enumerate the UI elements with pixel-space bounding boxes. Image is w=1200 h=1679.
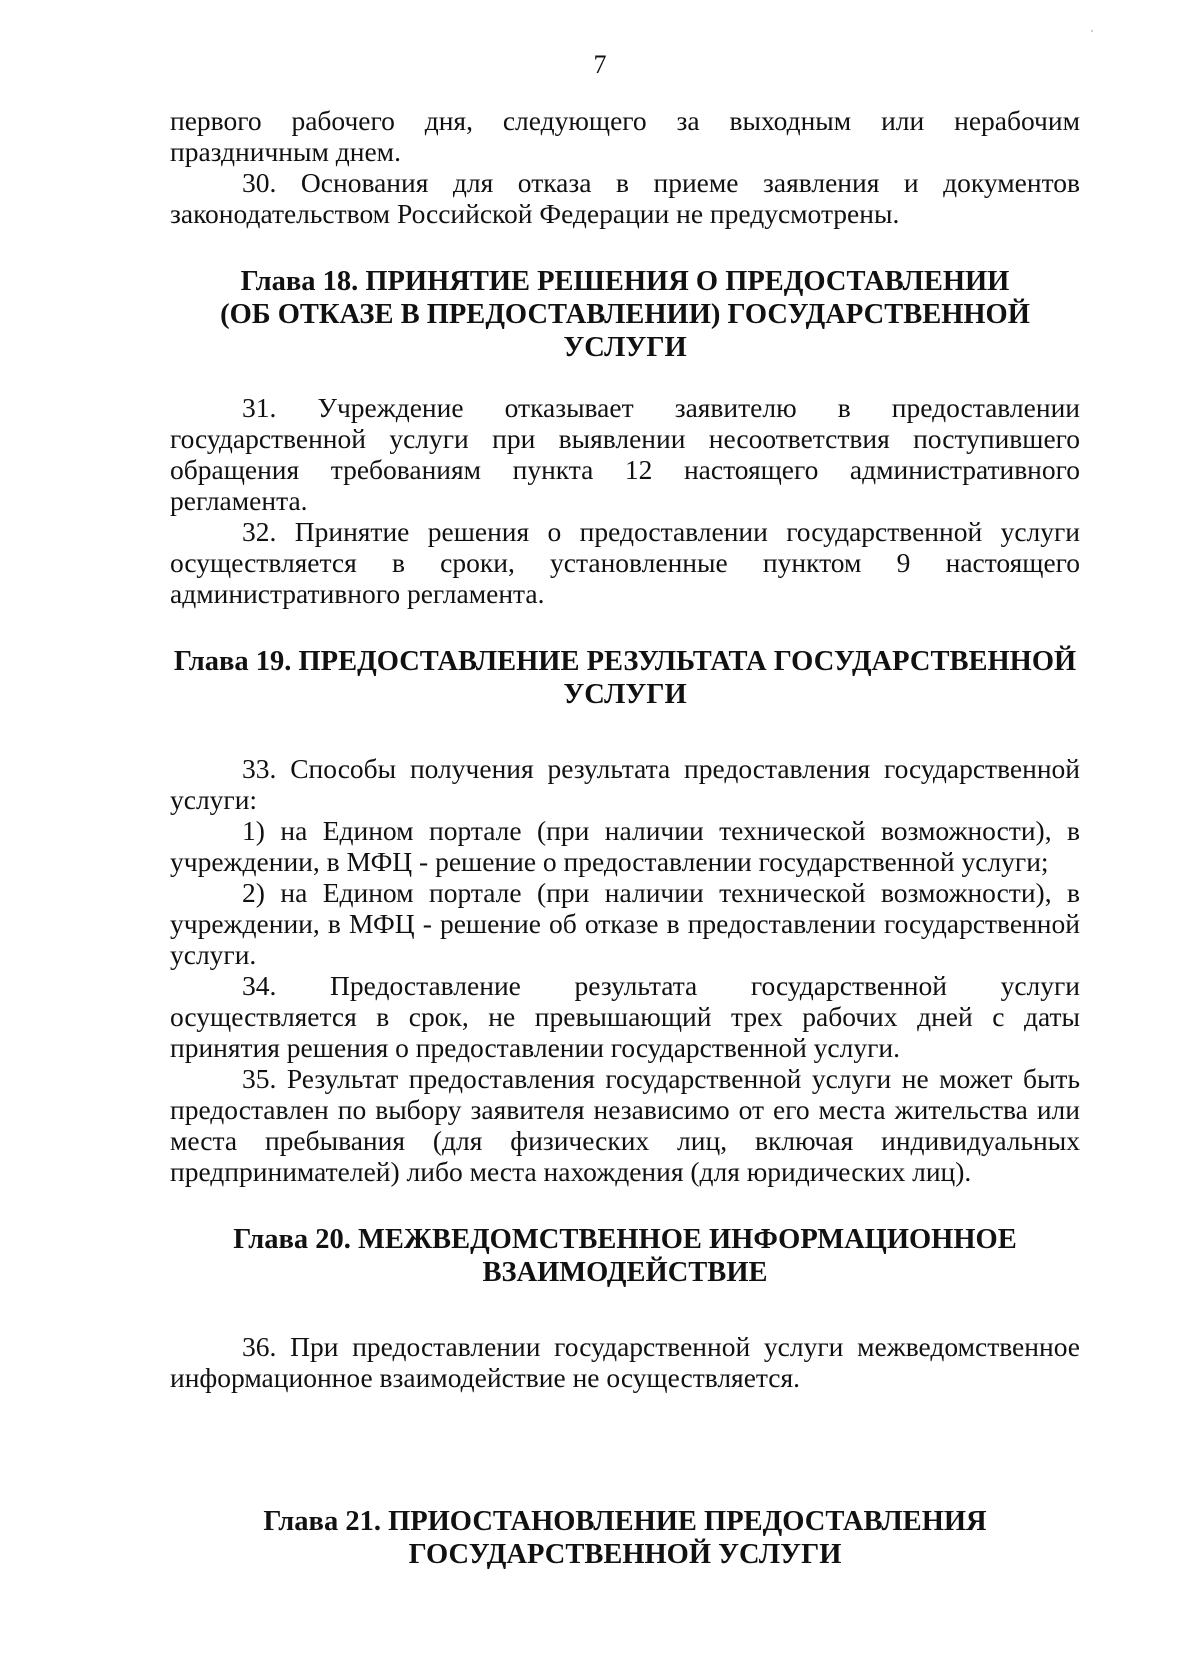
chapter-21-heading [170,1505,1080,1571]
paragraph-34: 34. Предоставление результата государственной услуги осуществляется в срок, не превышающий трех рабочих дней с даты принятия решения о предоставлении государственной услуги. [170,970,1080,1063]
chapter-18-title-line2: (ОБ ОТКАЗЕ В ПРЕДОСТАВЛЕНИИ) ГОСУДАРСТВЕННОЙ УСЛУГИ [220,299,1030,363]
paragraph-continuation: первого рабочего дня, следующего за выходным или нерабочим праздничным днем. [170,105,1080,167]
chapter-21-title-line2: ГОСУДАРСТВЕННОЙ УСЛУГИ [408,1539,842,1570]
paragraph-36: 36. При предоставлении государственной услуги межведомственное информационное взаимодействие не осуществляется. [170,1331,1080,1393]
chapter-20-title-line1: Глава 20. МЕЖВЕДОМСТВЕННОЕ ИНФОРМАЦИОННОЕ [233,1224,1017,1255]
paragraph-31: 31. Учреждение отказывает заявителю в предоставлении государственной услуги при выявлении несоответствия поступившего обращения требованиям пункта 12 настоящего административного регламента. [170,392,1080,516]
paragraph-32: 32. Принятие решения о предоставлении государственной услуги осуществляется в сроки, установленные пунктом 9 настоящего административного регламента. [170,516,1080,609]
chapter-20-title-line2: ВЗАИМОДЕЙСТВИЕ [482,1257,768,1288]
chapter-19-title-line2: УСЛУГИ [563,679,687,710]
chapter-19-heading [170,645,1080,711]
chapter-19-title-line1: Глава 19. ПРЕДОСТАВЛЕНИЕ РЕЗУЛЬТАТА ГОСУДАРСТВЕННОЙ [173,646,1077,677]
chapter-18-heading [170,265,1080,364]
chapter-18-title-line1: Глава 18. ПРИНЯТИЕ РЕШЕНИЯ О ПРЕДОСТАВЛЕНИИ [240,266,1010,297]
paragraph-35: 35. Результат предоставления государственной услуги не может быть предоставлен по выбору заявителя независимо от его места жительства или места пребывания (для физических лиц, включая индивидуальных предпринимателей) либо места нахождения (для юридических лиц). [170,1063,1080,1187]
chapter-20-heading [170,1223,1080,1289]
document-body [170,105,1080,1571]
paragraph-33-item-1: 1) на Едином портале (при наличии технической возможности), в учреждении, в МФЦ - решение о предоставлении государственной услуги; [170,815,1080,877]
paragraph-30: 30. Основания для отказа в приеме заявления и документов законодательством Российской Федерации не предусмотрены. [170,167,1080,229]
paragraph-33: 33. Способы получения результата предоставления государственной услуги: [170,753,1080,815]
page-number: 7 [593,50,607,79]
scan-speck [1091,30,1093,32]
paragraph-33-item-2: 2) на Едином портале (при наличии технической возможности), в учреждении, в МФЦ - решение об отказе в предоставлении государственной услуги. [170,877,1080,970]
chapter-21-title-line1: Глава 21. ПРИОСТАНОВЛЕНИЕ ПРЕДОСТАВЛЕНИЯ [263,1506,987,1537]
